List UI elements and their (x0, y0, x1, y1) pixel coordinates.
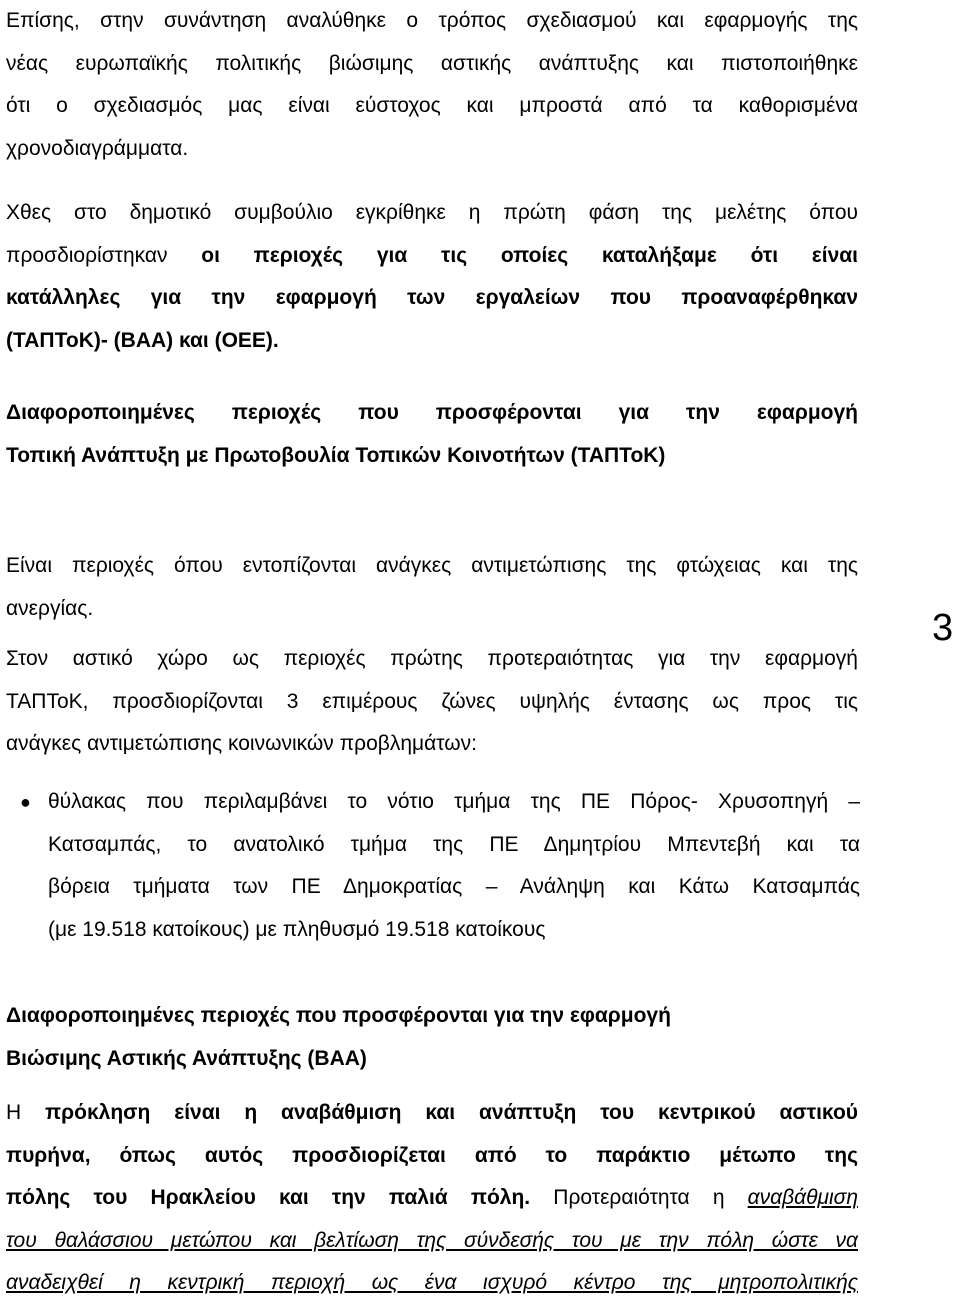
text-line: νέας ευρωπαϊκής πολιτικής βιώσιμης αστικής ανάπτυξης και πιστοποιήθηκε (6, 51, 858, 75)
heading-line: Διαφοροποιημένες περιοχές που προσφέρονται για την εφαρμογή (6, 401, 858, 424)
text-line (6, 1177, 858, 1220)
urban-zones-paragraph (6, 638, 858, 766)
bold-text-line: (ΤΑΠΤοΚ)- (ΒΑΑ) και (ΟΕΕ). (6, 328, 279, 352)
bullet-icon: ● (20, 792, 31, 812)
text-line: Στον αστικό χώρο ως περιοχές πρώτης προτεραιότητας για την εφαρμογή (6, 647, 858, 670)
section-heading-taptok (6, 392, 858, 477)
underlined-text-line: αναδειχθεί η κεντρική περιοχή ως ένα ισχυρό κέντρο της μητροπολιτικής (6, 1271, 858, 1294)
bold-text-line: πυρήνα, όπως αυτός προσδιορίζεται από το παράκτιο μέτωπο της (6, 1143, 858, 1167)
heading-line: Βιώσιμης Αστικής Ανάπτυξης (ΒΑΑ) (6, 1046, 367, 1070)
heading-line: Διαφοροποιημένες περιοχές που προσφέρονται για την εφαρμογή (6, 1004, 671, 1027)
bold-text: πόλης του Ηρακλείου και την παλιά πόλη. (6, 1186, 531, 1209)
text-line: χρονοδιαγράμματα. (6, 136, 189, 160)
text-line: Χθες στο δημοτικό συμβούλιο εγκρίθηκε η πρώτη φάση της μελέτης όπου (6, 201, 858, 224)
text-fragment: Η (6, 1101, 46, 1124)
text-line: Κατσαμπάς, το ανατολικό τμήμα της ΠΕ Δημητρίου Μπεντεβή και τα (48, 832, 860, 856)
text-line: (με 19.518 κατοίκους) με πληθυσμό 19.518 κατοίκους (48, 917, 546, 941)
council-paragraph (6, 192, 858, 362)
text-line: Είναι περιοχές όπου εντοπίζονται ανάγκες αντιμετώπισης της φτώχειας και της (6, 554, 858, 577)
bullet-list-item (20, 781, 860, 951)
intro-paragraph (6, 0, 858, 170)
text-line: βόρεια τμήματα των ΠΕ Δημοκρατίας – Ανάληψη και Κάτω Κατσαμπάς (48, 875, 860, 898)
text-fragment: προσδιορίστηκαν (6, 243, 202, 267)
text-line: θύλακας που περιλαμβάνει το νότιο τμήμα της ΠΕ Πόρος- Χρυσοπηγή – (48, 790, 860, 813)
bold-text: οι περιοχές για τις οποίες καταλήξαμε ότι είναι (201, 243, 858, 267)
text-line: ΤΑΠΤοΚ, προσδιορίζονται 3 επιμέρους ζώνες υψηλής έντασης ως προς τις (6, 689, 858, 713)
text-line (6, 235, 858, 278)
text-fragment: Προτεραιότητα η (530, 1186, 748, 1209)
heading-line: Τοπική Ανάπτυξη με Πρωτοβουλία Τοπικών Κοινοτήτων (ΤΑΠΤοΚ) (6, 443, 666, 467)
text-line: Επίσης, στην συνάντηση αναλύθηκε ο τρόπος σχεδιασμού και εφαρμογής της (6, 9, 858, 32)
underlined-text: αναβάθμιση (747, 1186, 858, 1209)
text-line (6, 1092, 858, 1135)
text-line: ότι ο σχεδιασμός μας είναι εύστοχος και μπροστά από τα καθορισμένα (6, 94, 858, 117)
challenge-paragraph (6, 1092, 858, 1305)
section-heading-baa (6, 995, 858, 1080)
text-line: ανεργίας. (6, 596, 94, 620)
underlined-text-line: του θαλάσσιου μετώπου και βελτίωση της σύνδεσής του με την πόλη ώστε να (6, 1228, 858, 1252)
bold-text-line: κατάλληλες για την εφαρμογή των εργαλείων που προαναφέρθηκαν (6, 286, 858, 309)
needs-paragraph (6, 545, 858, 630)
text-line: ανάγκες αντιμετώπισης κοινωνικών προβλημάτων: (6, 732, 477, 755)
bold-text: πρόκληση είναι η αναβάθμιση και ανάπτυξη του κεντρικού αστικού (45, 1101, 858, 1124)
page-number: 3 (932, 607, 954, 649)
